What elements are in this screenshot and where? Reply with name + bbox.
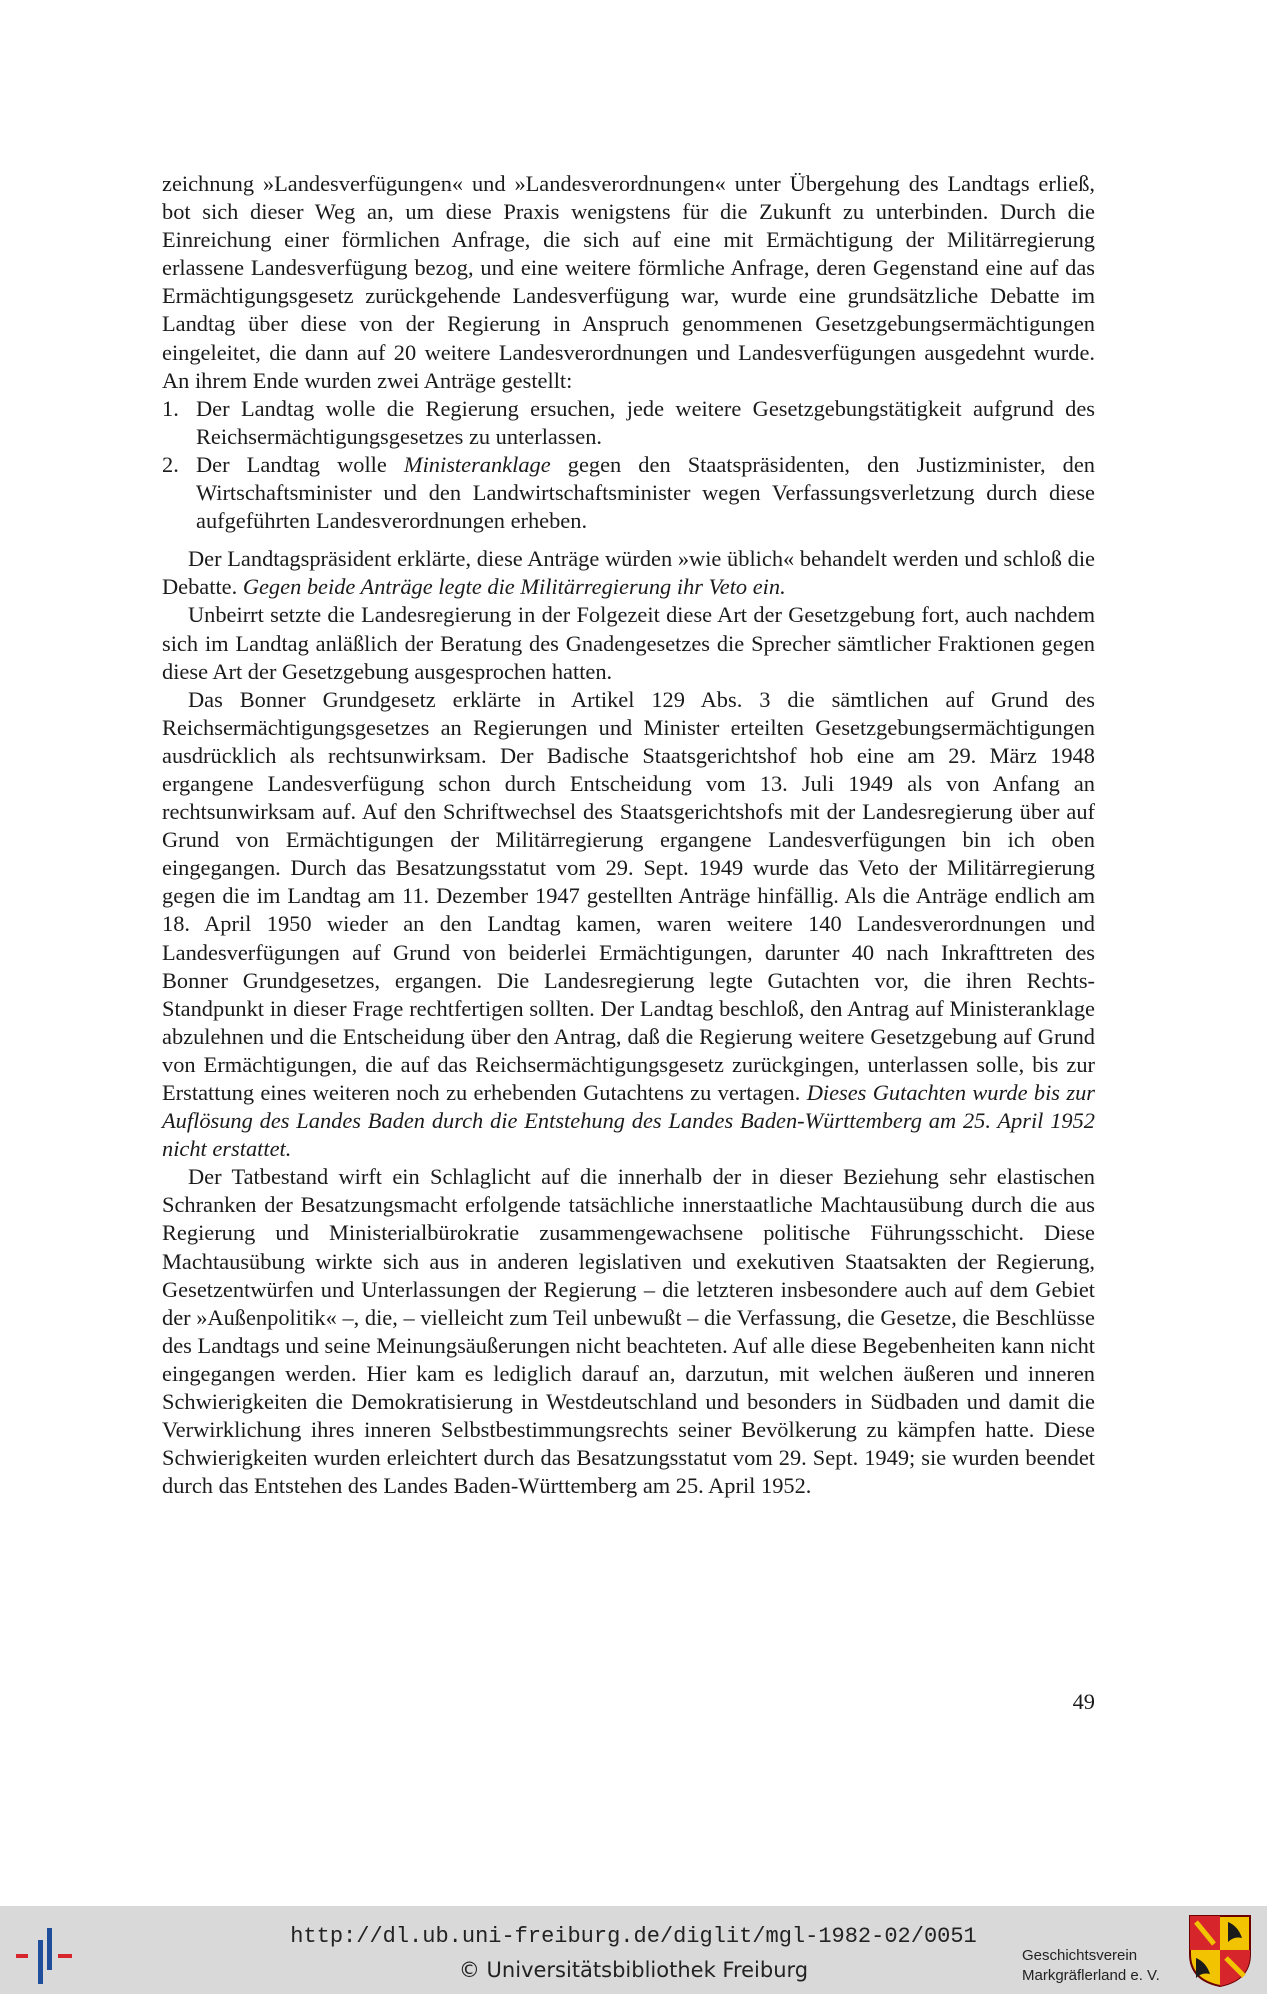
copyright-text: © Universitätsbibliothek Freiburg [458,1958,809,1982]
paragraph-emphasis: Gegen beide Anträge legte die Militärregierung ihr Veto ein. [242,574,786,600]
footer-bar [0,1906,1267,1994]
document-body [162,170,1095,1500]
list-text-pre: Der Landtag wolle [196,451,404,477]
paragraph: Der Tatbestand wirft ein Schlaglicht auf die innerhalb der in dieser Beziehung sehr elastischen Schranken der Besatzungsmacht erfolgende tatsächliche innerstaatliche Machtausübung durch die aus Regierung und Ministerialbürokratie zusammengewachsene politische Führungsschicht. Diese Machtausübung wirkte sich aus in anderen legislativen und exekutiven Staatsakten der Regierung, Gesetzentwürfen und Unterlassungen der Regierung – die letzteren insbesondere auch auf dem Gebiet der »Außenpolitik« –, die, – vielleicht zum Teil unbewußt – die Verfassung, die Gesetze, die Beschlüsse des Landtags und seine Meinungsäußerungen nicht beachteten. Auf alle diese Begebenheiten kann nicht eingegangen werden. Hier kam es lediglich darauf an, darzutun, mit welchen äußeren und inneren Schwierigkeiten die Demokratisierung in Westdeutschland und besonders in Südbaden und damit die Verwirklichung ihres inneren Selbstbestimmungsrechts seiner Bevölkerung zu kämpfen hatte. Diese Schwierigkeiten wurden erleichtert durch das Besatzungsstatut vom 29. Sept. 1949; sie wurden beendet durch das Entstehen des Landes Baden-Württemberg am 25. April 1952. [162,1164,1095,1499]
coat-of-arms-icon [1188,1914,1252,1988]
paragraph-emphasis: Dieses Gutachten wurde bis zur Auflösung des Landes Baden durch die Entstehung des Landes Baden-Württemberg am 25. April 1952 nicht erstattet. [162,1080,1095,1162]
paragraph [162,545,1095,601]
list-text: Der Landtag wolle die Regierung ersuchen, jede weitere Gesetzgebungstätigkeit aufgrund des Reichsermächtigungsgesetzes zu unterlassen. [196,395,1095,449]
list-number: 2. [162,451,179,477]
motion-list [162,395,1095,535]
list-number: 1. [162,395,179,421]
society-name-line: Markgräflerland e. V. [1022,1967,1160,1984]
list-text-emphasis: Ministeranklage [403,451,551,477]
page-number: 49 [1072,1689,1095,1714]
source-url-link[interactable]: http://dl.ub.uni-freiburg.de/diglit/mgl-1982-02/0051 [290,1924,977,1949]
paragraph: zeichnung »Landesverfügungen« und »Landesverordnungen« unter Übergehung des Landtags erließ, bot sich dieser Weg an, um diese Praxis wenigstens für die Zukunft zu unterbinden. Durch die Einreichung einer förmlichen Anfrage, die sich auf eine mit Ermächtigung der Militärregierung erlassene Landesverfügung bezog, und eine weitere förmliche Anfrage, deren Gegenstand eine auf das Ermächtigungsgesetz zurückgehende Landesverfügung war, wurde eine grundsätzliche Debatte im Landtag über diese von der Regierung in Anspruch genommenen Gesetzgebungsermächtigungen eingeleitet, die dann auf 20 weitere Landesverordnungen und Landesverfügungen ausgedehnt wurde. An ihrem Ende wurden zwei Anträge gestellt: [162,171,1095,393]
list-item [162,395,1095,451]
paragraph: Unbeirrt setzte die Landesregierung in der Folgezeit diese Art der Gesetzgebung fort, auch nachdem sich im Landtag anläßlich der Beratung des Gnadengesetzes die Sprecher sämtlicher Fraktionen gegen diese Art der Gesetzgebung ausgesprochen hatten. [162,602,1095,684]
list-item [162,451,1095,535]
paragraph-text: Das Bonner Grundgesetz erklärte in Artikel 129 Abs. 3 die sämtlichen auf Grund des Reichsermächtigungsgesetzes an Regierungen und Minister erteilten Gesetzgebungsermächtigungen ausdrücklich als rechtsunwirksam. Der Badische Staatsgerichtshof hob eine am 29. März 1948 ergangene Landesverfügung schon durch Entscheidung vom 13. Juli 1949 als von Anfang an rechtsunwirksam auf. Auf den Schriftwechsel des Staatsgerichtshofs mit der Landesregierung über auf Grund von Ermächtigungen der Militärregierung ergangene Landesverfügungen bin ich oben eingegangen. Durch das Besatzungsstatut vom 29. Sept. 1949 wurde das Veto der Militärregierung gegen die im Landtag am 11. Dezember 1947 gestellten Anträge hinfällig. Als die Anträge endlich am 18. April 1950 wieder an den Landtag kamen, waren weitere 140 Landesverordnungen und Landesverfügungen auf Grund von beiderlei Ermächtigungen, darunter 40 nach Inkrafttreten des Bonner Grundgesetzes, ergangen. Die Landesregierung legte Gutachten vor, die ihren Rechts-Standpunkt in dieser Frage rechtfertigen sollten. Der Landtag beschloß, den Antrag auf Ministeranklage abzulehnen und die Entscheidung über den Antrag, daß die Regierung weitere Gesetzgebung auf Grund von Ermächtigungen, die auf das Reichsermächtigungsgesetz zurückgingen, unterlassen solle, bis zur Erstattung eines weiteren noch zu erhebenden Gutachtens zu vertagen. [162,686,1095,1105]
society-name [1022,1946,1182,1986]
society-name-line: Geschichtsverein [1022,1947,1138,1964]
paragraph-text: Der Landtagspräsident erklärte, diese Anträge würden »wie üblich« behandelt werden und schloß die Debatte. [162,546,1095,600]
paragraph [162,686,1095,1164]
list-text-post: gegen den Staatspräsidenten, den Justizminister, den Wirtschaftsminister und den Landwirtschaftsminister wegen Verfassungsverletzung durch diese aufgeführten Landesverordnungen erheben. [196,451,1095,534]
